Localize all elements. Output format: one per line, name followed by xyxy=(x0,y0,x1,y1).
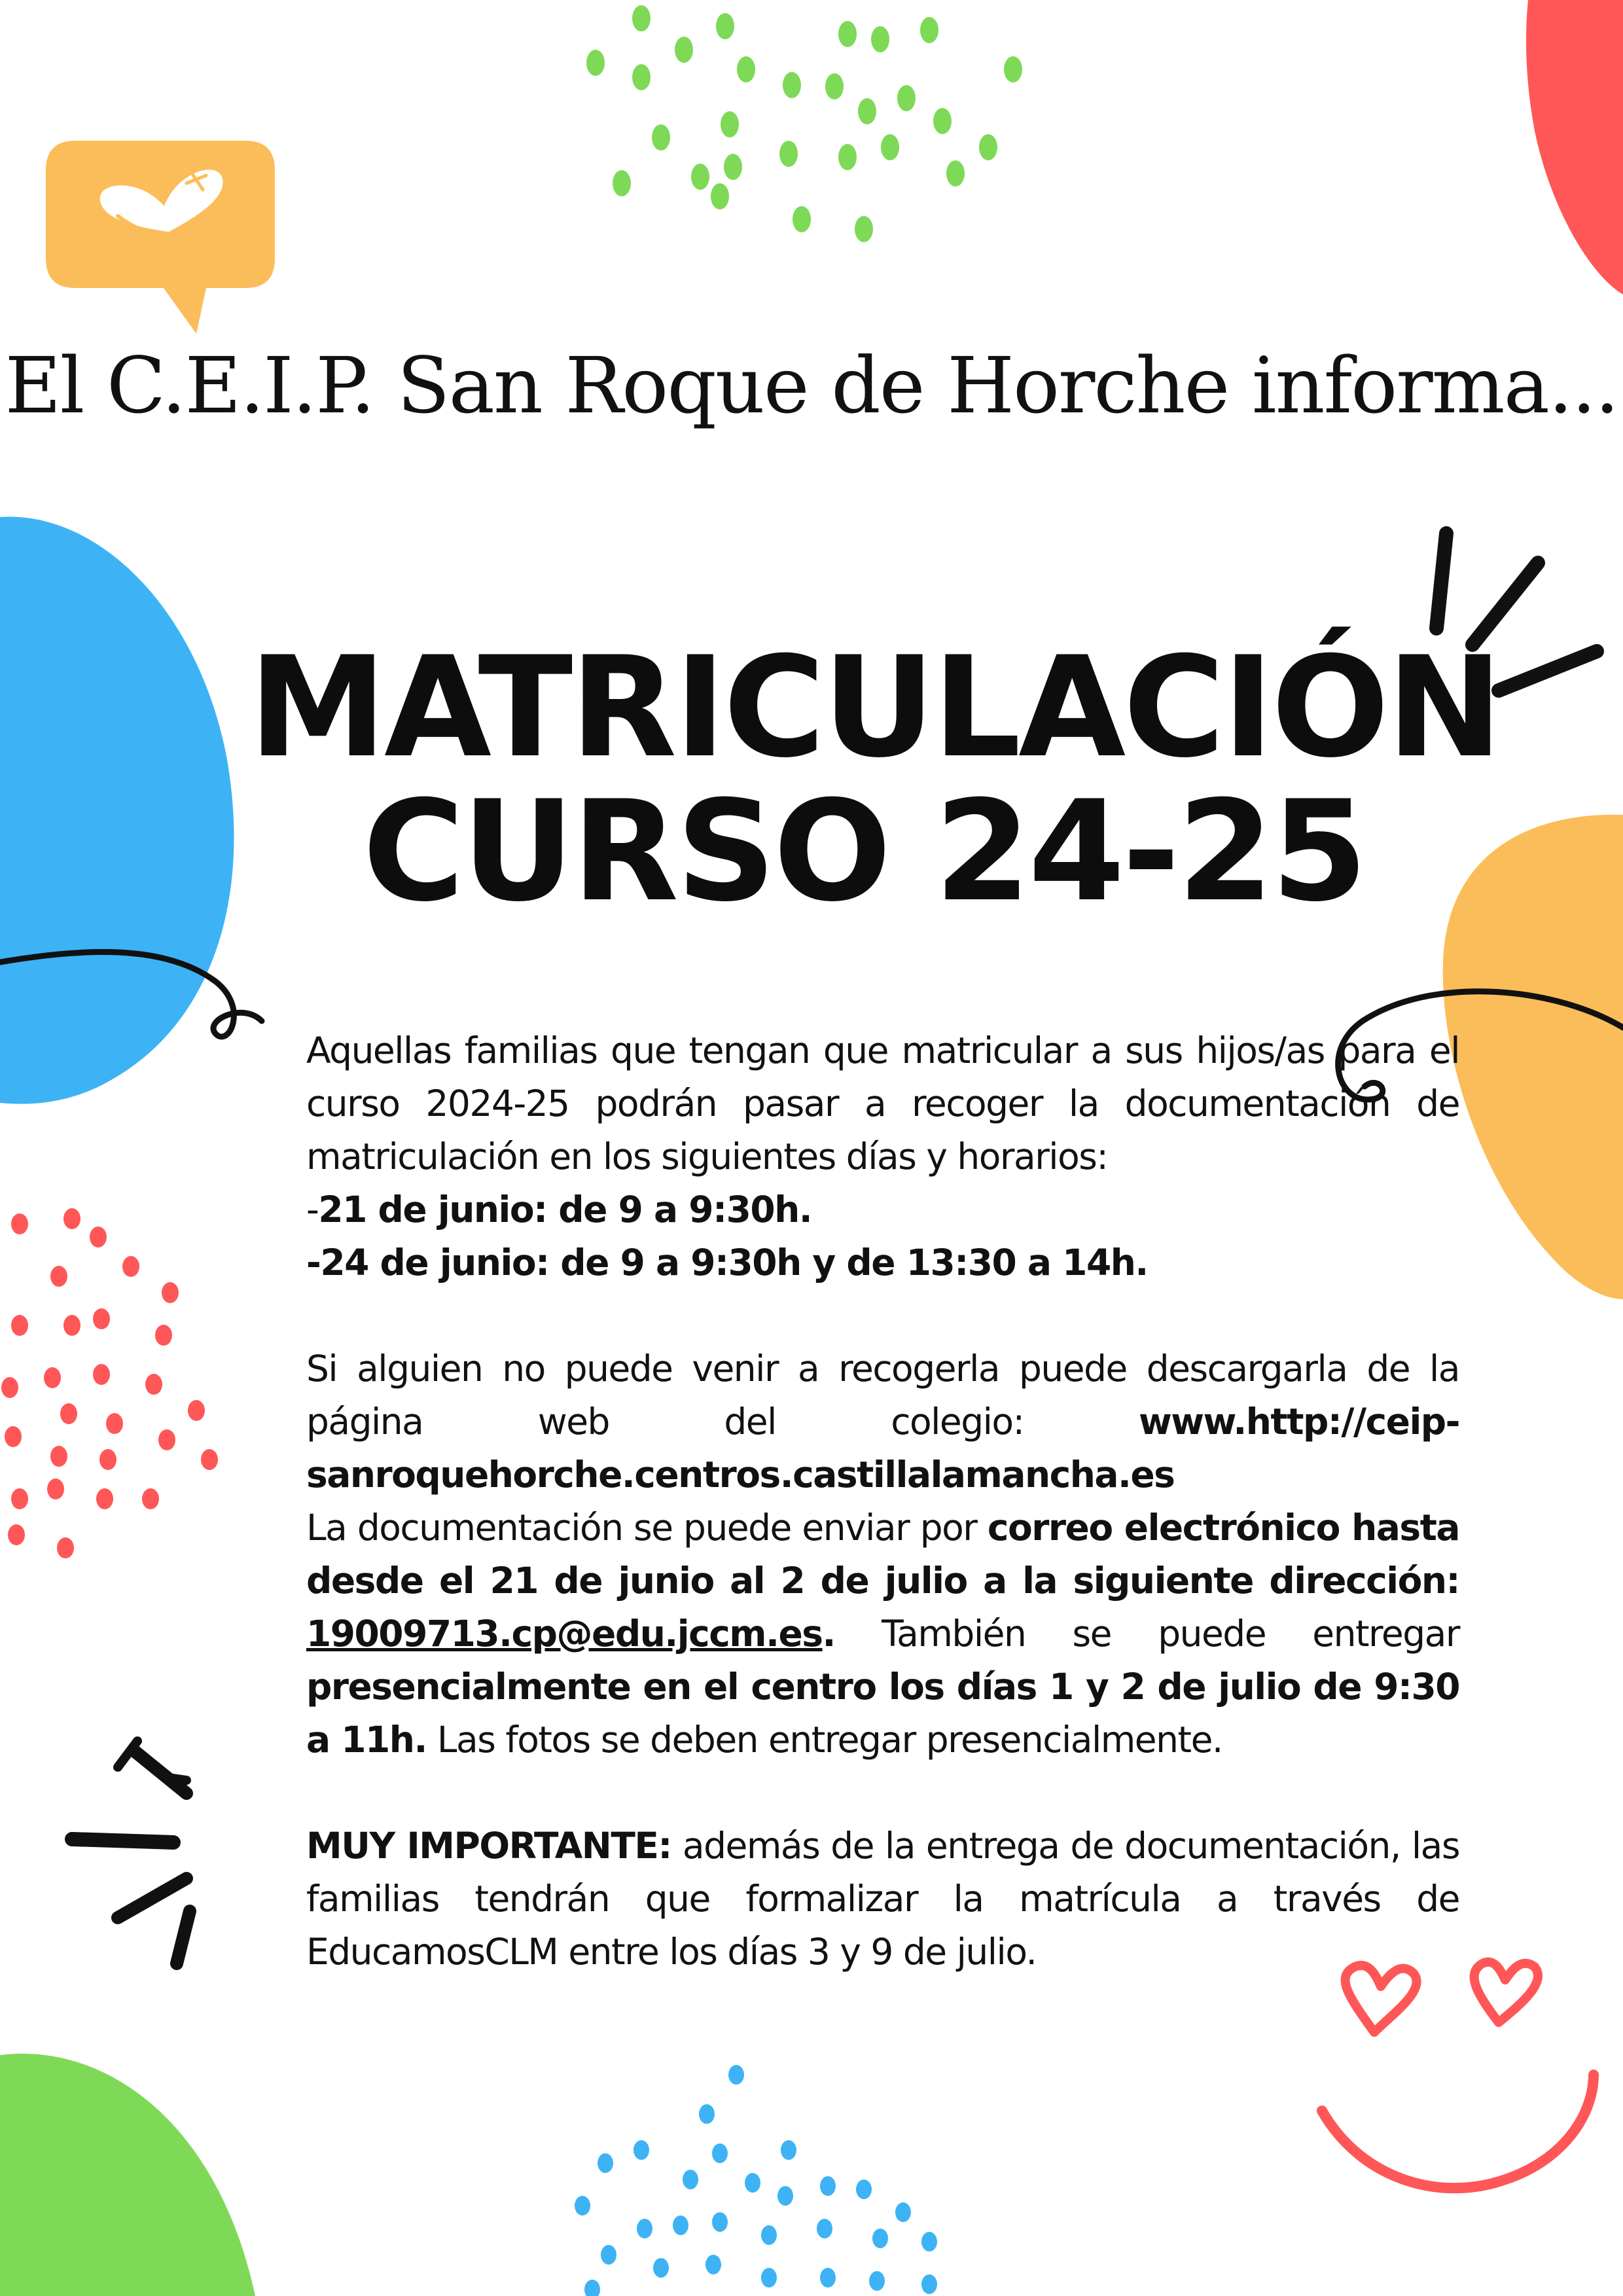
important-paragraph: MUY IMPORTANTE: además de la entrega de documentación, las familias tendrán que formalizar la matrícula a través de EducamosCLM entre los días 3 y 9 de julio. xyxy=(306,1825,1459,1973)
spacer xyxy=(306,1767,1459,1820)
smiley-face-icon xyxy=(1322,1962,1594,2188)
email-link[interactable]: 19009713.cp@edu.jccm.es xyxy=(306,1613,823,1655)
headline: El C.E.I.P. San Roque de Horche informa... xyxy=(5,340,1618,431)
send-paragraph: La documentación se puede enviar por correo electrónico hasta desde el 21 de junio al 2 de julio a la siguiente dirección: 19009713.cp@edu.jccm.es. También se puede entregar presencialmente en el centro los días 1 y 2 de julio de 9:30 a 11h. Las fotos se deben entregar presencialmente. xyxy=(306,1507,1459,1761)
sparkle-lines-bottom-icon xyxy=(72,1741,190,1964)
schedule-day-2: -24 de junio: de 9 a 9:30h y de 13:30 a 14h. xyxy=(306,1242,1148,1283)
heart-speech-bubble-icon xyxy=(46,141,275,334)
red-dots xyxy=(1,1208,218,1558)
spacer xyxy=(306,1289,1459,1342)
body-text xyxy=(306,1024,1459,1979)
blue-blob xyxy=(0,517,234,1104)
blue-dots xyxy=(575,2065,937,2296)
title-line-1: MATRICULACIÓN xyxy=(249,626,1501,788)
intro-paragraph: Aquellas familias que tengan que matricular a sus hijos/as para el curso 2024-25 podrán pasar a recoger la documentación de matriculación en los siguientes días y horarios: xyxy=(306,1030,1459,1177)
green-blob xyxy=(0,2054,255,2296)
green-dots xyxy=(586,5,1022,242)
title-line-2: CURSO 24-25 xyxy=(363,770,1365,932)
schedule-day-1: -21 de junio: de 9 a 9:30h. xyxy=(306,1189,812,1230)
download-paragraph: Si alguien no puede venir a recogerla puede descargarla de la página web del colegio: www.http://ceip-sanroquehorche.centros.castillalamancha.es xyxy=(306,1348,1459,1496)
website-link[interactable]: www.http://ceip-sanroquehorche.centros.castillalamancha.es xyxy=(306,1401,1459,1496)
red-blob xyxy=(1526,0,1623,295)
